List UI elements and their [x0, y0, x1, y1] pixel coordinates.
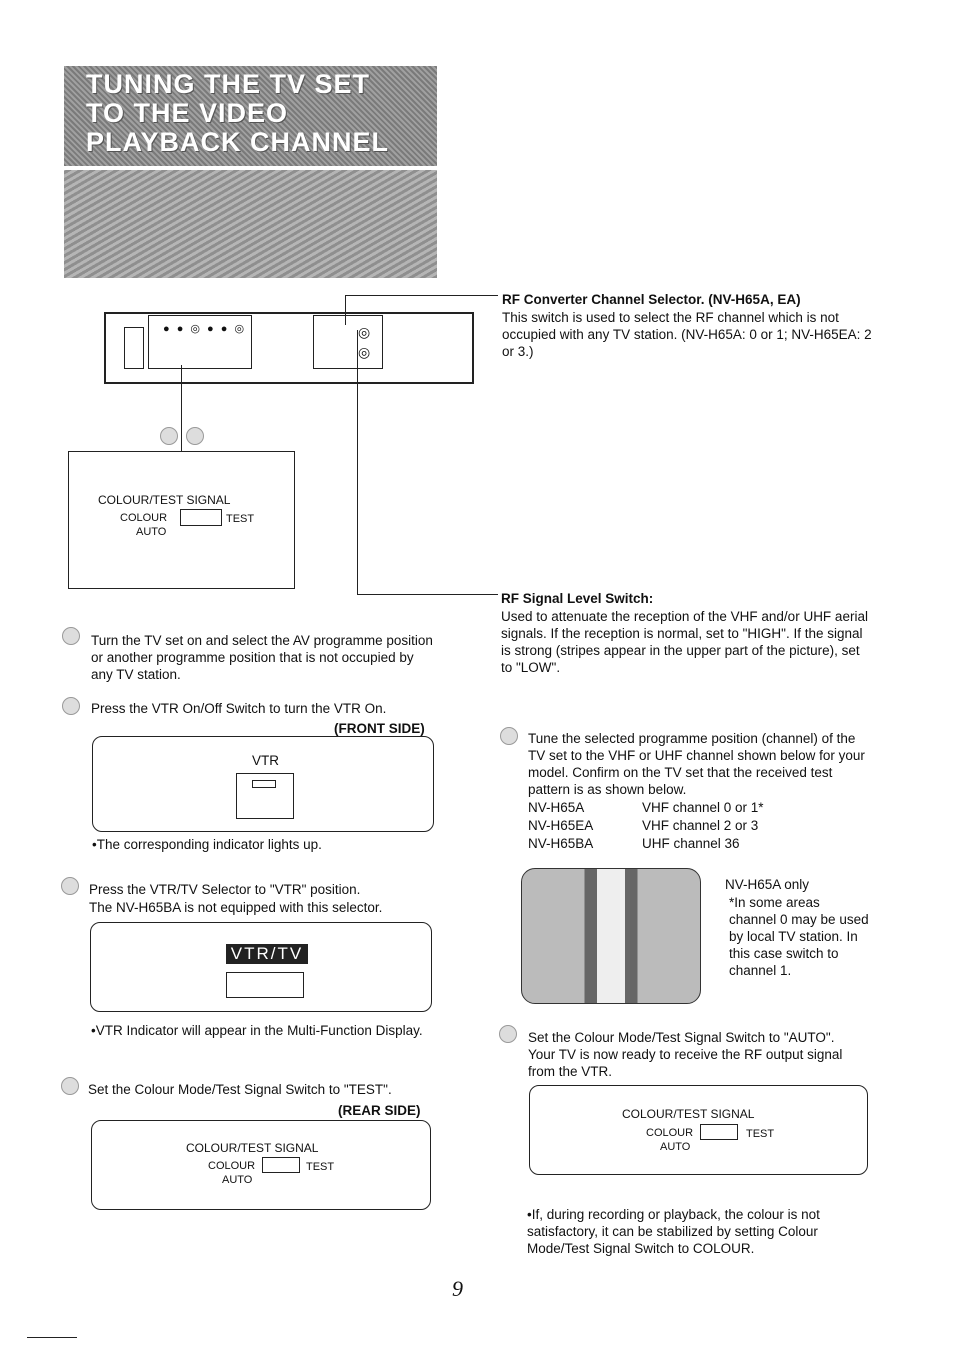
nvh65a-only: NV-H65A only [725, 877, 810, 892]
step-6-text-icon [499, 1025, 517, 1043]
vtr-indicator [252, 780, 276, 788]
rf-level-body: Used to attenuate the reception of the VHF and/or UHF aerial signals. If the reception is normal, set to "HIGH". If the signal is strong (stripes appear in the upper part of the picture), set to "LOW". [501, 609, 868, 675]
colour-test-rear-panel [91, 1120, 431, 1210]
colour-stabilize-note: •If, during recording or playback, the colour is not satisfactory, it can be stabilized by setting Colour Mode/Test Signal Switch to COLOUR. [527, 1207, 820, 1256]
channel-model-2: NV-H65EA [528, 818, 594, 833]
auto-test-label: TEST [746, 1128, 775, 1140]
step-2-text: Press the VTR On/Off Switch to turn the VTR On. [91, 701, 387, 716]
colour-test-auto-panel [529, 1085, 868, 1175]
vtr-tv-panel [90, 922, 432, 1012]
step-6-line1: Set the Colour Mode/Test Signal Switch to "AUTO". [528, 1030, 835, 1045]
channel-0-note: *In some areas channel 0 may be used by local TV station. In this case switch to channel 1. [729, 895, 869, 978]
vcr-photo [64, 170, 437, 278]
step-5-text: Tune the selected programme position (channel) of the TV set to the VHF or UHF channel shown below for your model. Confirm on the TV set that the received test pattern is as shown below. [528, 731, 865, 797]
step-2-icon [62, 697, 80, 715]
leader-line [357, 330, 358, 595]
vtr-label: VTR [252, 753, 279, 768]
step-4-text: Set the Colour Mode/Test Signal Switch to "TEST". [88, 1082, 392, 1097]
colour-label: COLOUR [120, 512, 168, 524]
step-6-icon [186, 427, 204, 445]
step-4-text-icon [61, 1077, 79, 1095]
test-label: TEST [226, 513, 255, 525]
step-3-line2: The NV-H65BA is not equipped with this selector. [89, 900, 383, 915]
page-number: 9 [452, 1276, 463, 1301]
rear-test-label: TEST [306, 1161, 335, 1173]
rear-side-label: (REAR SIDE) [338, 1103, 421, 1118]
auto-auto-label: AUTO [660, 1141, 691, 1153]
auto-colour-label: COLOUR [646, 1127, 694, 1139]
test-pattern-screen [521, 868, 701, 1004]
rf-level-heading: RF Signal Level Switch: [501, 591, 654, 606]
leader-line [357, 594, 498, 595]
step-4-icon [160, 427, 178, 445]
channel-value-1: VHF channel 0 or 1* [642, 800, 764, 815]
indicator-note: •The corresponding indicator lights up. [92, 837, 322, 852]
auto-colour-test-switch [700, 1124, 738, 1140]
step-6-line2: Your TV is now ready to receive the RF output signal from the VTR. [528, 1047, 843, 1079]
front-side-label: (FRONT SIDE) [334, 721, 425, 736]
step-1-icon [62, 627, 80, 645]
step-5-icon [500, 727, 518, 745]
rf-module [313, 315, 383, 369]
page-title: TUNING THE TV SET TO THE VIDEO PLAYBACK CHANNEL [86, 69, 390, 157]
rf-converter-heading: RF Converter Channel Selector. (NV-H65A, EA) [502, 292, 801, 307]
power-socket [124, 327, 144, 369]
channel-value-3: UHF channel 36 [642, 836, 740, 851]
leader-line [181, 365, 182, 451]
leader-line [345, 295, 346, 325]
colour-test-label: COLOUR/TEST SIGNAL [98, 493, 231, 507]
step-1-text: Turn the TV set on and select the AV programme position or another programme position that is not occupied by any TV station. [91, 633, 433, 682]
vtr-tv-label: VTR/TV [226, 944, 308, 964]
auto-label: AUTO [136, 526, 167, 538]
rear-colour-test-label: COLOUR/TEST SIGNAL [186, 1141, 319, 1155]
auto-colour-test-label: COLOUR/TEST SIGNAL [622, 1107, 755, 1121]
vtr-tv-button [226, 972, 304, 998]
vtr-indicator-note: •VTR Indicator will appear in the Multi-Function Display. [91, 1023, 423, 1038]
rear-colour-test-switch [262, 1157, 300, 1173]
channel-value-2: VHF channel 2 or 3 [642, 818, 759, 833]
rear-auto-label: AUTO [222, 1174, 253, 1186]
footer-rule [27, 1337, 77, 1338]
leader-line [345, 295, 498, 296]
channel-model-1: NV-H65A [528, 800, 585, 815]
rear-colour-label: COLOUR [208, 1160, 256, 1172]
rf-connector-icon: ◎ ◎ [358, 324, 371, 360]
step-3-line1: Press the VTR/TV Selector to "VTR" position. [89, 882, 361, 897]
jacks-icon: ● ● ◎ ● ● ◎ [163, 323, 247, 335]
channel-model-3: NV-H65BA [528, 836, 594, 851]
colour-test-switch [180, 509, 222, 526]
rf-converter-body: This switch is used to select the RF channel which is not occupied with any TV station. (NV-H65A: 0 or 1; NV-H65EA: 2 or 3.) [502, 310, 872, 359]
step-3-icon [61, 877, 79, 895]
